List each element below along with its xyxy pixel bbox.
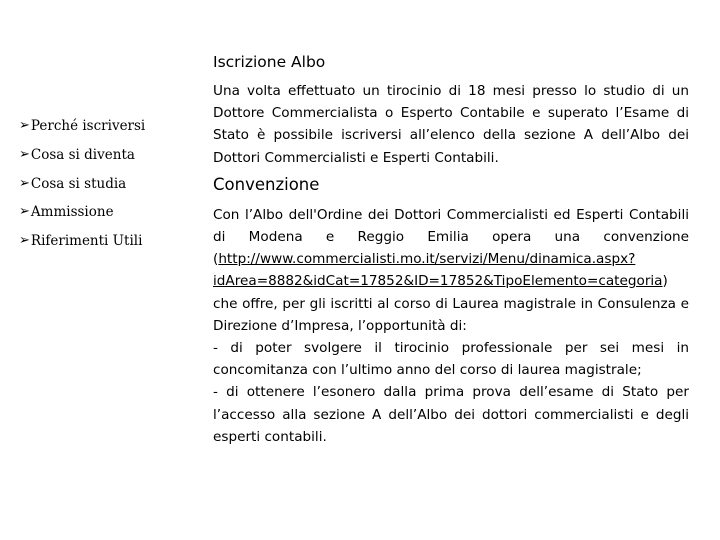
section-heading-convenzione: Convenzione	[213, 174, 320, 194]
convention-text-after: ) che offre, per gli iscritti al corso di Laurea magistrale in Consulenza e Direzione d’Impresa, l’opportunità di:	[213, 273, 689, 334]
arrow-bullet-icon: ➢	[19, 118, 30, 134]
arrow-bullet-icon: ➢	[19, 233, 30, 249]
sidebar-item-label: Cosa si diventa	[30, 147, 135, 164]
convention-point-1: - di poter svolgere il tirocinio professionale per sei mesi in concomitanza con l’ultimo anno del corso di laurea magistrale;	[213, 340, 689, 379]
convention-link[interactable]: http://www.commercialisti.mo.it/servizi/Menu/dinamica.aspx?idArea=8882&idCat=17852&ID=17852&TipoElemento=categoria	[213, 251, 663, 290]
sidebar-item-label: Cosa si studia	[30, 175, 127, 192]
arrow-bullet-icon: ➢	[19, 147, 30, 163]
sidebar-item-perche-iscriversi[interactable]	[19, 112, 204, 141]
arrow-bullet-icon: ➢	[19, 204, 30, 220]
sidebar-nav	[19, 112, 204, 255]
page-title: Iscrizione Albo	[213, 53, 326, 71]
sidebar-item-cosa-si-studia[interactable]	[19, 169, 204, 198]
convention-text-before: Con l’Albo dell'Ordine dei Dottori Commercialisti ed Esperti Contabili di Modena e Reggio Emilia opera una convenzione (	[213, 206, 689, 268]
sidebar-item-label: Riferimenti Utili	[30, 233, 143, 250]
main-content	[213, 80, 689, 448]
sidebar-item-ammissione[interactable]	[19, 198, 204, 227]
convention-point-2: - di ottenere l’esonero dalla prima prova dell’esame di Stato per l’accesso alla sezione A dell’Albo dei dottori commercialisti e degli esperti contabili.	[213, 384, 689, 445]
sidebar-item-cosa-si-diventa[interactable]	[19, 141, 204, 170]
convention-paragraph	[213, 204, 689, 337]
arrow-bullet-icon: ➢	[19, 175, 30, 191]
sidebar-item-label: Ammissione	[30, 204, 114, 221]
sidebar-item-label: Perché iscriversi	[30, 118, 146, 135]
sidebar-item-riferimenti-utili[interactable]	[19, 227, 204, 256]
intro-paragraph: Una volta effettuato un tirocinio di 18 mesi presso lo studio di un Dottore Commercialista o Esperto Contabile e superato l’Esame di Stato è possibile iscriversi all’elenco della sezione A dell’Albo dei Dottori Commercialisti e Esperti Contabili.	[213, 83, 689, 166]
